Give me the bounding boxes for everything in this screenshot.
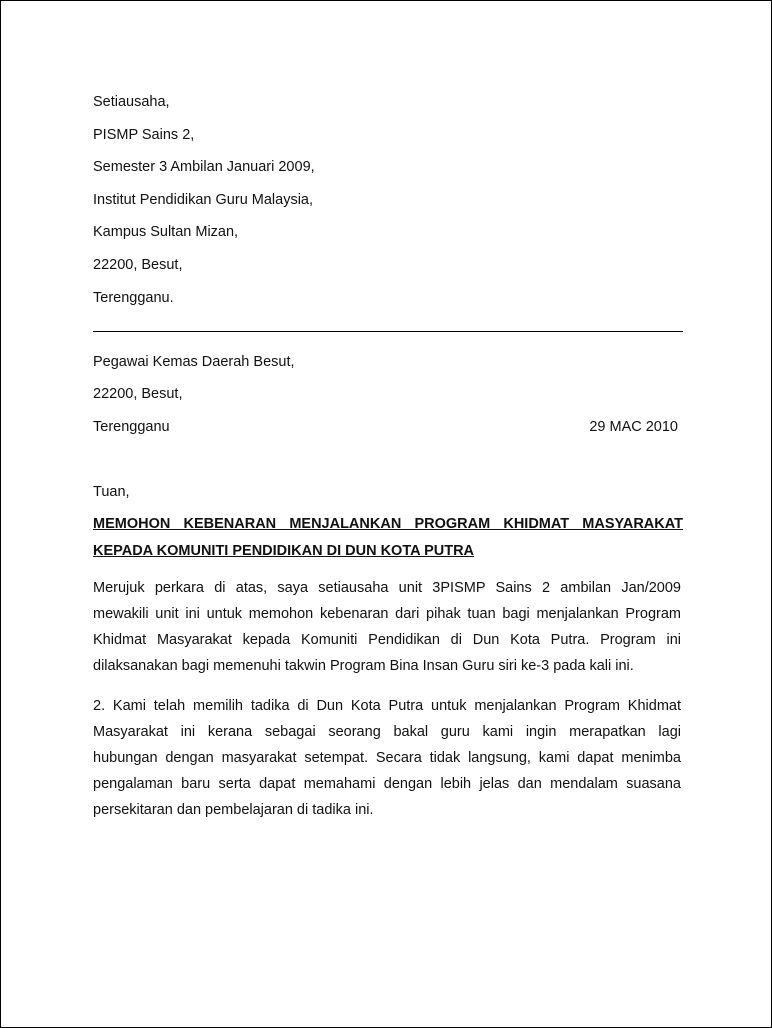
paragraph-2-line: persekitaran dan pembelajaran di tadika ini. bbox=[93, 802, 374, 818]
paragraph-1-line: dilaksanakan bagi memenuhi takwin Program Bina Insan Guru siri ke-3 pada kali ini. bbox=[93, 658, 634, 674]
paragraph-2-line: 2. Kami telah memilih tadika di Dun Kota Putra untuk menjalankan Program Khidmat bbox=[93, 698, 681, 714]
sender-line-4: Institut Pendidikan Guru Malaysia, bbox=[93, 192, 314, 208]
letter-date: 29 MAC 2010 bbox=[589, 419, 678, 435]
paragraph-2-line: pengalaman baru serta dapat memahami dengan lebih jelas dan mendalam suasana bbox=[93, 776, 681, 792]
recipient-line-1: Pegawai Kemas Daerah Besut, bbox=[93, 354, 295, 370]
sender-line-7: Terengganu. bbox=[93, 290, 174, 306]
recipient-line-3: Terengganu bbox=[93, 419, 170, 435]
sender-line-5: Kampus Sultan Mizan, bbox=[93, 224, 239, 240]
salutation: Tuan, bbox=[93, 484, 130, 500]
paragraph-2-line: hubungan dengan masyarakat setempat. Secara tidak langsung, kami dapat menimba bbox=[93, 750, 681, 766]
sender-line-6: 22200, Besut, bbox=[93, 257, 183, 273]
subject-line-1: MEMOHON KEBENARAN MENJALANKAN PROGRAM KHIDMAT MASYARAKAT bbox=[93, 516, 683, 532]
divider-line bbox=[93, 331, 683, 332]
sender-line-2: PISMP Sains 2, bbox=[93, 127, 195, 143]
subject-line-2: KEPADA KOMUNITI PENDIDIKAN DI DUN KOTA PUTRA bbox=[93, 543, 475, 559]
paragraph-1-line: Khidmat Masyarakat kepada Komuniti Pendidikan di Dun Kota Putra. Program ini bbox=[93, 632, 681, 648]
paragraph-1-line: Merujuk perkara di atas, saya setiausaha unit 3PISMP Sains 2 ambilan Jan/2009 bbox=[93, 580, 681, 596]
sender-line-3: Semester 3 Ambilan Januari 2009, bbox=[93, 159, 315, 175]
paragraph-2-line: Masyarakat ini kerana sebagai seorang bakal guru kami ingin merapatkan lagi bbox=[93, 724, 681, 740]
paragraph-1-line: mewakili unit ini untuk memohon kebenaran dari pihak tuan bagi menjalankan Program bbox=[93, 606, 681, 622]
recipient-line-2: 22200, Besut, bbox=[93, 386, 183, 402]
sender-line-1: Setiausaha, bbox=[93, 94, 170, 110]
